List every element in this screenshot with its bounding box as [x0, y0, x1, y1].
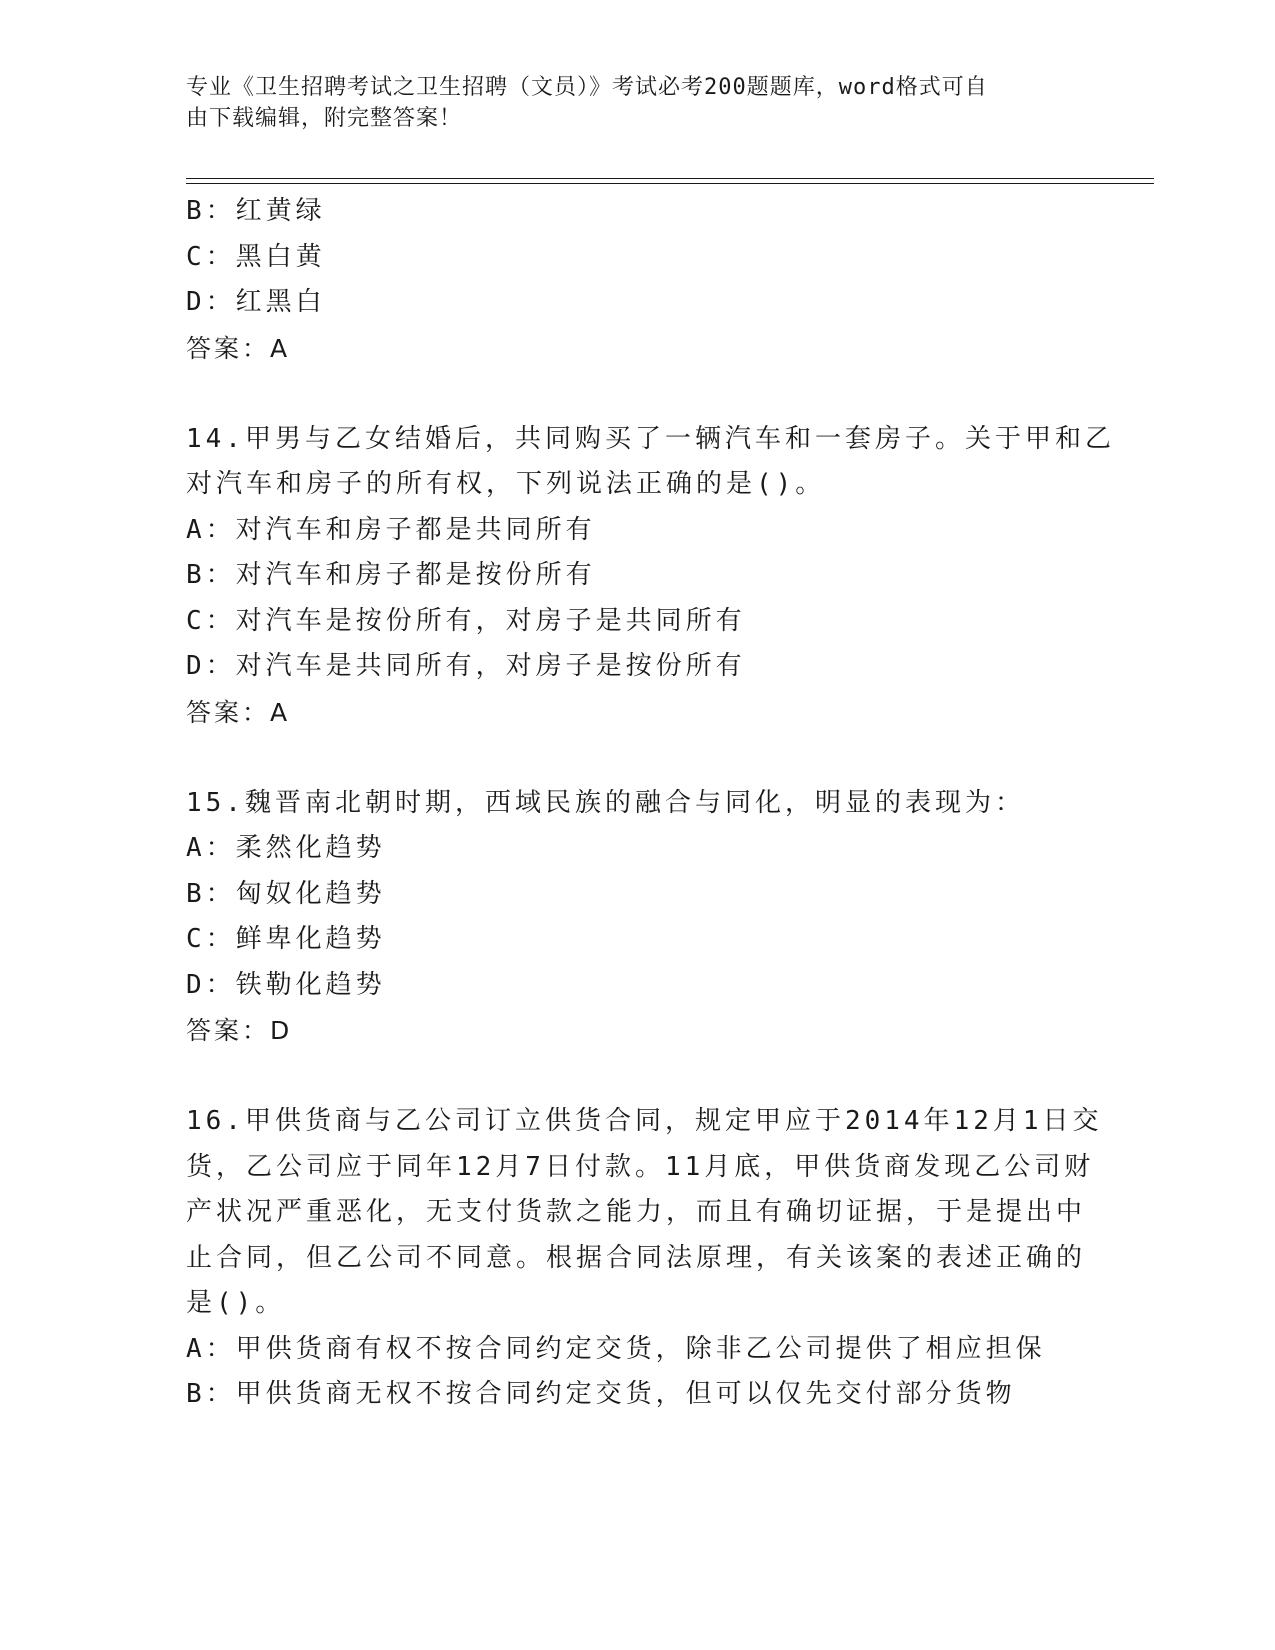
question-spacer: [186, 1054, 1086, 1100]
option-d: D：铁勒化趋势: [186, 969, 386, 1000]
option-b: B：匈奴化趋势: [186, 878, 386, 909]
question-stem-line: 产状况严重恶化，无支付货款之能力，而且有确切证据，于是提出中: [186, 1197, 1087, 1227]
option-b: B：红黄绿: [186, 196, 326, 226]
question-stem-line: 对汽车和房子的所有权，下列说法正确的是()。: [186, 469, 826, 499]
option-c: C：对汽车是按份所有，对房子是共同所有: [186, 605, 746, 636]
option-b: B：甲供货商无权不按合同约定交货，但可以仅先交付部分货物: [186, 1379, 1016, 1409]
answer-text: 答案：A: [186, 697, 291, 727]
option-b: B：对汽车和房子都是按份所有: [186, 560, 596, 590]
header-divider-bottom: [186, 183, 1154, 184]
question-stem-line: 货，乙公司应于同年12月7日付款。11月底，甲供货商发现乙公司财: [186, 1151, 1095, 1182]
option-d: D：对汽车是共同所有，对房子是按份所有: [186, 651, 746, 681]
question-stem-line: 14.甲男与乙女结婚后，共同购买了一辆汽车和一套房子。关于甲和乙: [186, 423, 1115, 454]
header-divider-top: [186, 178, 1154, 179]
question-stem-line: 是()。: [186, 1288, 286, 1318]
option-d: D：红黑白: [186, 287, 326, 317]
question-stem-line: 15.魏晋南北朝时期，西域民族的融合与同化，明显的表现为：: [186, 787, 1025, 818]
option-c: C：黑白黄: [186, 241, 326, 272]
header-line-2: 由下载编辑，附完整答案！: [186, 106, 463, 131]
question-spacer: [186, 371, 1086, 417]
question-spacer: [186, 735, 1086, 781]
question-stem-line: 16.甲供货商与乙公司订立供货合同，规定甲应于2014年12月1日交: [186, 1106, 1103, 1136]
option-a: A：柔然化趋势: [186, 833, 386, 863]
question-block-13: [186, 189, 1086, 371]
question-block-16: [186, 1099, 1103, 1418]
option-a: A：甲供货商有权不按合同约定交货，除非乙公司提供了相应担保: [186, 1333, 1046, 1364]
option-a: A：对汽车和房子都是共同所有: [186, 514, 596, 545]
document-header: [186, 72, 1066, 134]
header-line-1: 专业《卫生招聘考试之卫生招聘（文员）》考试必考200题题库，word格式可自: [186, 75, 988, 100]
answer-text: 答案：A: [186, 333, 291, 363]
question-list: [186, 189, 1115, 1418]
question-block-14: [186, 417, 1115, 736]
answer-text: 答案：D: [186, 1016, 293, 1045]
question-block-15: [186, 781, 1086, 1054]
question-stem-line: 止合同，但乙公司不同意。根据合同法原理，有关该案的表述正确的: [186, 1242, 1087, 1273]
option-c: C：鲜卑化趋势: [186, 924, 386, 954]
